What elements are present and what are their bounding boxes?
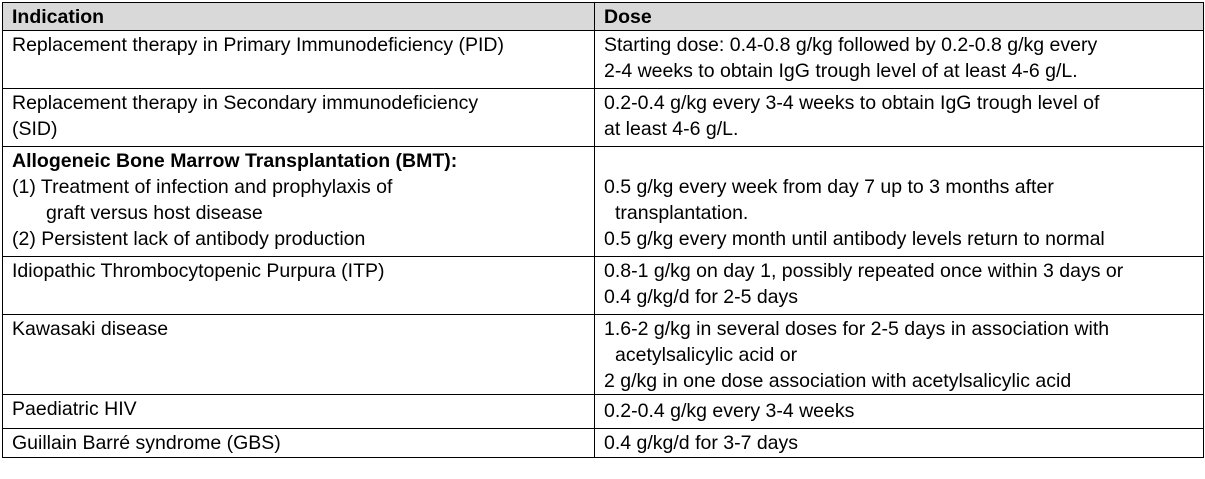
table-row xyxy=(3,31,1204,89)
indication-header: Indication xyxy=(3,3,595,31)
table-row xyxy=(3,315,1204,395)
indication-text: (2) Persistent lack of antibody production xyxy=(12,228,366,250)
indication-text: (1) Treatment of infection and prophylaxis of xyxy=(12,176,393,198)
dose-text: 1.6-2 g/kg in several doses for 2-5 days in association with xyxy=(604,318,1110,340)
indication-cell xyxy=(3,429,595,458)
indication-text: Idiopathic Thrombocytopenic Purpura (ITP) xyxy=(12,260,385,282)
dose-text: 0.8-1 g/kg on day 1, possibly repeated once within 3 days or xyxy=(604,260,1124,282)
indication-text: Guillain Barré syndrome (GBS) xyxy=(12,432,281,454)
table-header-row xyxy=(3,3,1204,31)
indication-cell xyxy=(3,395,595,429)
dose-text: 0.2-0.4 g/kg every 3-4 weeks xyxy=(604,400,855,422)
indication-cell xyxy=(3,31,595,89)
dose-cell xyxy=(595,395,1204,429)
table-row xyxy=(3,395,1204,429)
dose-text: transplantation. xyxy=(615,202,749,224)
dose-text: 0.5 g/kg every week from day 7 up to 3 months after xyxy=(604,176,1054,198)
dose-text: 2 g/kg in one dose association with acetylsalicylic acid xyxy=(604,370,1072,392)
dose-cell xyxy=(595,31,1204,89)
table-row xyxy=(3,89,1204,147)
indication-text: (SID) xyxy=(12,118,58,140)
dose-text: at least 4-6 g/L. xyxy=(604,118,739,140)
dose-text: Starting dose: 0.4-0.8 g/kg followed by 0.2-0.8 g/kg every xyxy=(604,34,1098,56)
indication-cell xyxy=(3,147,595,257)
dose-text: 0.4 g/kg/d for 3-7 days xyxy=(604,432,799,454)
dose-text: 0.2-0.4 g/kg every 3-4 weeks to obtain IgG trough level of xyxy=(604,92,1100,114)
indication-text: Replacement therapy in Primary Immunodeficiency (PID) xyxy=(12,34,505,56)
spacer xyxy=(604,148,1203,174)
indication-cell xyxy=(3,257,595,315)
dose-cell xyxy=(595,429,1204,458)
indication-text: Kawasaki disease xyxy=(12,318,169,340)
dose-header: Dose xyxy=(595,3,1204,31)
dose-cell xyxy=(595,315,1204,395)
dosage-table xyxy=(2,2,1204,458)
dose-text: 2-4 weeks to obtain IgG trough level of at least 4-6 g/L. xyxy=(604,60,1078,82)
dose-cell xyxy=(595,89,1204,147)
indication-text: Paediatric HIV xyxy=(12,398,137,420)
dose-text: 0.4 g/kg/d for 2-5 days xyxy=(604,286,799,308)
dose-cell xyxy=(595,257,1204,315)
table-row xyxy=(3,257,1204,315)
dose-cell xyxy=(595,147,1204,257)
table-row xyxy=(3,429,1204,458)
table-row xyxy=(3,147,1204,257)
indication-text: graft versus host disease xyxy=(46,202,263,224)
indication-cell xyxy=(3,89,595,147)
indication-cell xyxy=(3,315,595,395)
indication-heading: Allogeneic Bone Marrow Transplantation (BMT): xyxy=(12,150,458,172)
indication-text: Replacement therapy in Secondary immunodeficiency xyxy=(12,92,479,114)
dose-text: acetylsalicylic acid or xyxy=(615,344,798,366)
dose-text: 0.5 g/kg every month until antibody levels return to normal xyxy=(604,228,1105,250)
